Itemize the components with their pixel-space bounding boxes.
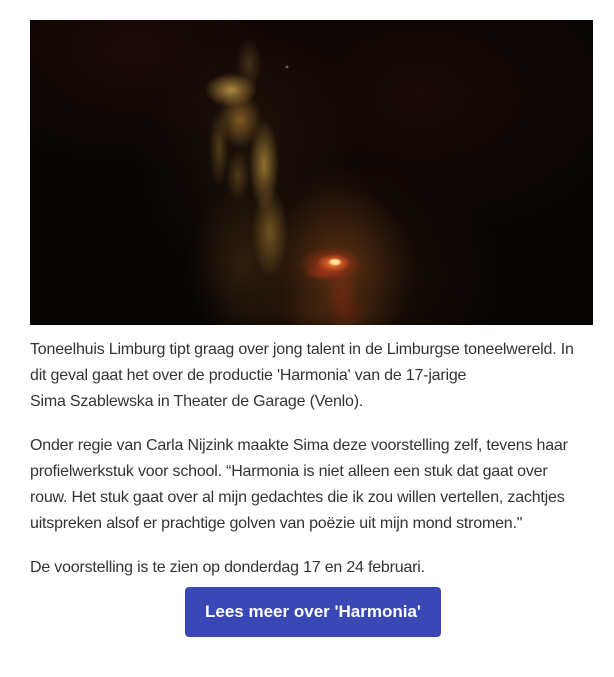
- newsletter-article: [0, 20, 614, 677]
- text-line: profielwerkstuk voor school. “Harmonia is niet alleen een stuk dat gaat over: [30, 463, 548, 480]
- performance-photo: [30, 20, 593, 325]
- text-line: Onder regie van Carla Nijzink maakte Sima deze voorstelling zelf, tevens haar: [30, 437, 568, 454]
- text-line: dit geval gaat het over de productie 'Harmonia' van de 17-jarige: [30, 367, 467, 384]
- text-line: Toneelhuis Limburg tipt graag over jong talent in de Limburgse toneelwereld. In: [30, 341, 574, 358]
- text-line: rouw. Het stuk gaat over al mijn gedachtes die ik zou willen vertellen, zachtjes: [30, 489, 565, 506]
- intro-paragraph: [30, 337, 594, 415]
- cta-row: [30, 587, 594, 637]
- text-line: De voorstelling is te zien op donderdag 17 en 24 februari.: [30, 559, 425, 576]
- article-body: [30, 325, 594, 637]
- text-line: Sima Szablewska in Theater de Garage (Venlo).: [30, 393, 364, 410]
- read-more-button[interactable]: Lees meer over 'Harmonia': [185, 587, 441, 637]
- text-line: uitspreken alsof er prachtige golven van poëzie uit mijn mond stromen.": [30, 515, 523, 532]
- quote-paragraph: [30, 433, 594, 537]
- dates-paragraph: [30, 555, 594, 581]
